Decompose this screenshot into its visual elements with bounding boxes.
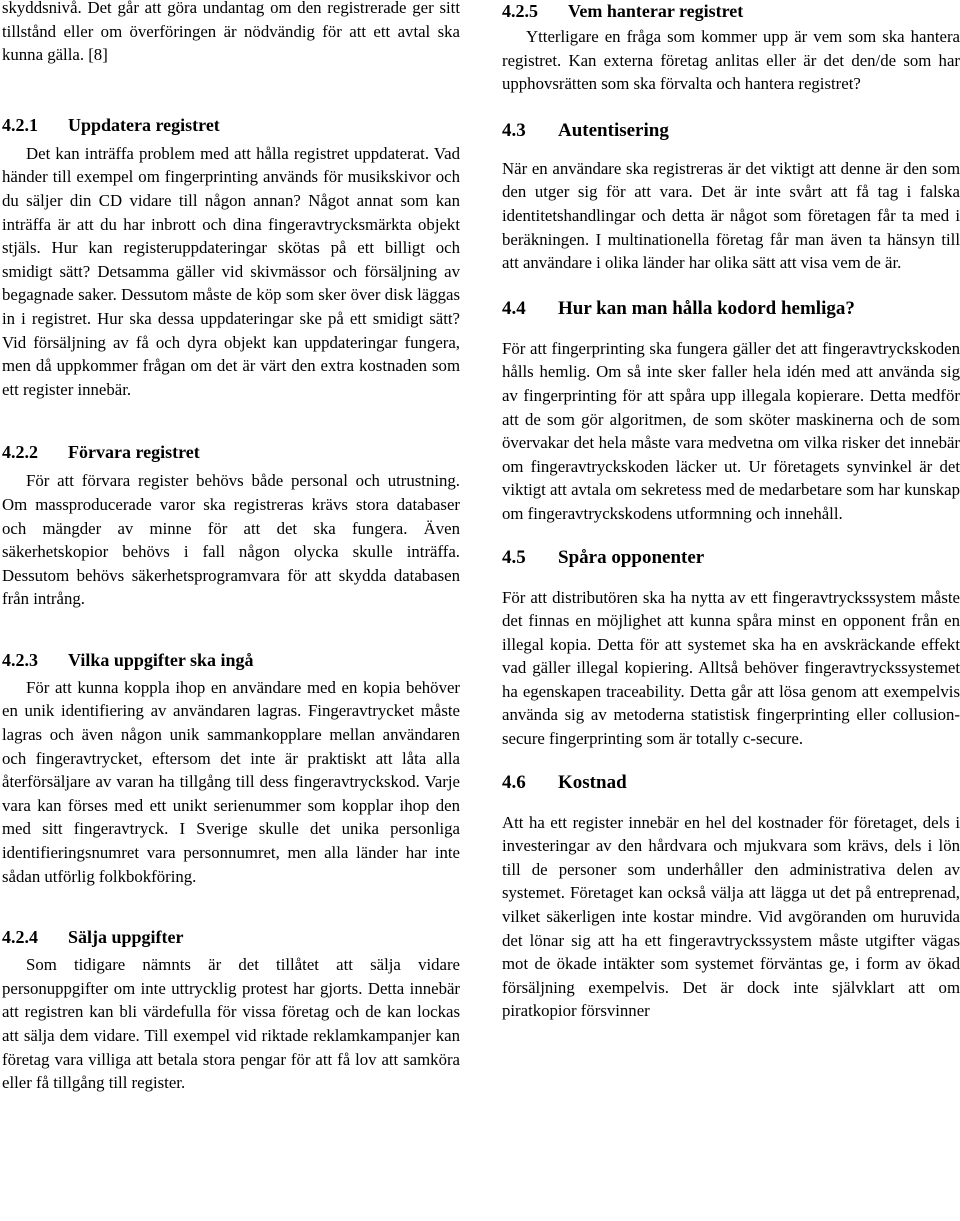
- section-4-2-1-heading: [2, 113, 460, 137]
- section-4-2-4-heading: [2, 925, 460, 949]
- section-number: 4.5: [502, 546, 526, 568]
- right-column: [502, 0, 960, 1023]
- section-4-3-heading: [502, 119, 960, 143]
- section-number: 4.2.5: [502, 1, 538, 21]
- section-title: Förvara registret: [68, 442, 200, 463]
- left-column: [2, 0, 460, 1095]
- section-4-4-heading: [502, 297, 960, 321]
- section-4-4-body: För att fingerprinting ska fungera gäller det att fingeravtryckskoden hålls hemlig. Om så inte sker faller hela idén med att använda sig av fingerprinting för att spåra upp illegala kopierare. Detta medför att de som gör algoritmen, de som sköter maskinerna och de som övervakar det hela måste vara medvetna om vilka risker det innebär om fingeravtryckskoden läcker ut. Ur företagets synvinkel är det viktigt att avtala om sekretess med de medarbetare som har kunskap om fingeravtryckskodens utformning och innehåll.: [502, 338, 960, 523]
- section-4-5-body: För att distributören ska ha nytta av ett fingeravtryckssystem måste det finnas en möjlighet att kunna spåra minst en opponent från en illegal kopia. Detta för att systemet ska ha en avskräckande effekt vad gäller illegal kopiering. Alltså behöver fingeravtryckssystemet ha egenskapen traceability. Detta går att lösa genom att exempelvis använda sig av metoderna statistisk fingerprinting eller collusion-secure fingerprinting som är totally c-secure.: [502, 587, 960, 749]
- section-4-2-5-body: Ytterligare en fråga som kommer upp är vem som ska hantera registret. Kan externa företag anlitas eller är det den/de som har upphovsrätten som ska förvalta och hantera registret?: [502, 27, 960, 94]
- section-number: 4.2.2: [2, 442, 38, 463]
- section-4-2-3-heading: [2, 648, 460, 672]
- section-title: Spåra opponenter: [558, 546, 705, 568]
- section-title: Uppdatera registret: [68, 114, 220, 135]
- section-4-2-3-body: För att kunna koppla ihop en användare med en kopia behöver en unik identifiering av användaren lagras. Fingeravtrycket måste lagras och även någon unik sammankopplare mellan användaren och fingeravtrycket, eftersom det inte är praktiskt att låta alla återförsäljare av varan ha tillgång till dess fingeravtryckskod. Varje vara kan förses med ett unikt serienummer som kopplar ihop den med sitt fingeravtryck. I Sverige skulle det unika personliga identifieringsnumret vara personnumret, men alla länder har inte sådan utförlig folkbokföring.: [2, 677, 460, 886]
- section-title: Autentisering: [558, 119, 669, 141]
- section-4-6-body: Att ha ett register innebär en hel del kostnader för företaget, dels i investeringar av den hårdvara och mjukvara som krävs, dels i lön till de personer som underhåller den administrativa delen av systemet. Företaget kan också välja att lägga ut det på entreprenad, vilket säkerligen inte kostar mindre. Vid avgöranden om huruvida det lönar sig att ha ett fingeravtryckssystem måste utgifter vägas mot de ökade intäkter som systemet förväntas ge, i form av ökad försäljning exempelvis. Det är dock inte självklart att om piratkopior försvinner: [502, 812, 960, 1021]
- section-4-2-2-body: För att förvara register behövs både personal och utrustning. Om massproducerade varor ska registreras krävs stora databaser och mängder av minne för att det ska fungera. Även säkerhetskopior behövs i fall någon olycka skulle inträffa. Dessutom behövs säkerhetsprogramvara för att skydda databasen från intrång.: [2, 471, 460, 609]
- section-title: Vilka uppgifter ska ingå: [68, 649, 254, 670]
- section-4-2-5-heading: [502, 0, 960, 23]
- section-title: Sälja uppgifter: [68, 927, 184, 948]
- section-4-2-1-body: Det kan inträffa problem med att hålla registret uppdaterat. Vad händer till exempel om fingerprinting används för musikskivor och du säljer din CD vidare till någon annan? Något annat som kan inträffa är att du har inbrott och dina fingeravtrycksmärkta objekt stjäls. Hur kan registeruppdateringar skötas på ett billigt och smidigt sätt? Detsamma gäller vid skivmässor och försäljning av begagnade saker. Dessutom måste de köp som sker över disk läggas in i registret. Hur ska dessa uppdateringar ske på ett smidigt sätt? Vid försäljning av få och dyra objekt kan uppdateringar fungera, men då uppkommer frågan om det är värt den extra kostnaden som ett register innebär.: [2, 143, 460, 399]
- intro-paragraph: skyddsnivå. Det går att göra undantag om den registrerade ger sitt tillstånd eller om överföringen är nödvändig för att ett avtal ska kunna gälla. [8]: [2, 0, 460, 65]
- section-4-2-4-body: Som tidigare nämnts är det tillåtet att sälja vidare personuppgifter om inte uttrycklig protest har gjorts. Detta innebär att registren kan bli värdefulla för vissa företag och de kan lockas att sälja dem vidare. Till exempel vid riktade reklamkampanjer kan företag vara villiga att betala stora pengar för att få lov att samköra eller få tillgång till register.: [2, 955, 460, 1093]
- section-title: Hur kan man hålla kodord hemliga?: [558, 297, 855, 319]
- section-title: Kostnad: [558, 771, 627, 793]
- section-number: 4.2.4: [2, 927, 38, 948]
- section-number: 4.2.1: [2, 114, 38, 135]
- section-title: Vem hanterar registret: [568, 1, 744, 21]
- section-4-3-body: När en användare ska registreras är det viktigt att denne är den som den utger sig för att vara. Det är inte svårt att få tag i falska identitetshandlingar och detta är något som företagen får ta med i beräkningen. I multinationella företag får man även ta hänsyn till att användare i olika länder har olika sätt att visa vem de är.: [502, 158, 960, 273]
- section-number: 4.2.3: [2, 649, 38, 670]
- section-4-2-2-heading: [2, 440, 460, 464]
- section-number: 4.4: [502, 297, 526, 319]
- section-number: 4.3: [502, 119, 526, 141]
- section-number: 4.6: [502, 771, 526, 793]
- section-4-6-heading: [502, 771, 960, 795]
- section-4-5-heading: [502, 546, 960, 570]
